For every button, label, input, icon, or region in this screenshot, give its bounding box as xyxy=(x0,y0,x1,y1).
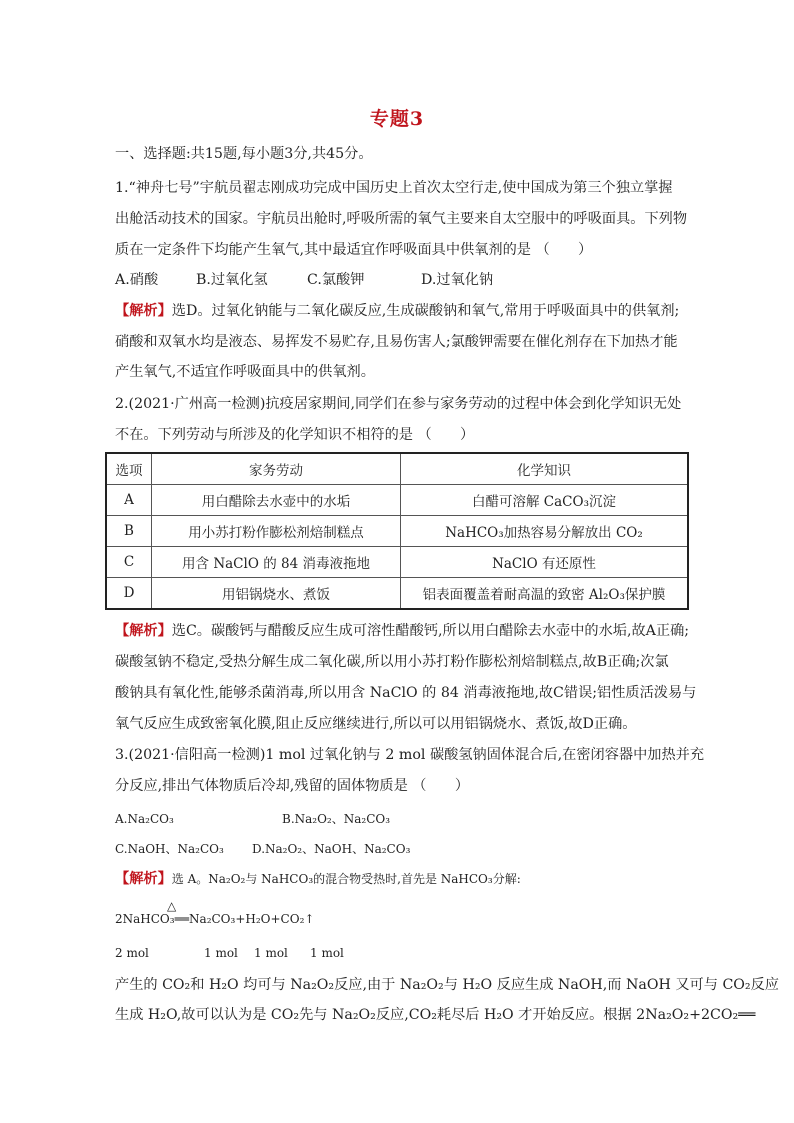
table-header-cell: 家务劳动 xyxy=(152,453,401,485)
q2-analysis-line xyxy=(115,621,689,641)
q2-analysis-line: 氧气反应生成致密氧化膜,阻止反应继续进行,所以可以用铝锅烧水、煮饭,故D正确。 xyxy=(115,716,637,732)
q2-options-table xyxy=(105,452,689,610)
analysis-text: 选C。碳酸钙与醋酸反应生成可溶性醋酸钙,所以用白醋除去水壶中的水垢,故A正确; xyxy=(171,623,690,639)
table-row xyxy=(106,485,688,516)
analysis-tag: 【解析】 xyxy=(115,871,172,887)
analysis-tag: 【解析】 xyxy=(115,303,172,319)
q3-analysis-line: 生成 H₂O,故可以认为是 CO₂先与 Na₂O₂反应,CO₂耗尽后 H₂O 才开始反应。根据 2Na₂O₂+2CO₂══ xyxy=(115,1007,756,1023)
q3-analysis-line xyxy=(115,869,521,889)
q1-analysis-line xyxy=(115,301,679,321)
q1-option-b: B.过氧化氢 xyxy=(196,272,268,288)
q1-analysis-line: 产生氧气,不适宜作呼吸面具中的供氧剂。 xyxy=(115,364,375,380)
q2-analysis-line: 碳酸氢钠不稳定,受热分解生成二氧化碳,所以用小苏打粉作膨松剂焙制糕点,故B正确;次氯 xyxy=(115,654,669,670)
heat-symbol: △ xyxy=(167,899,177,913)
q2-stem-line: 不在。下列劳动与所涉及的化学知识不相符的是 （ ） xyxy=(115,427,475,443)
table-header-row xyxy=(106,453,688,485)
q3-stem-line: 分反应,排出气体物质后冷却,残留的固体物质是 （ ） xyxy=(115,778,470,794)
table-header-cell: 选项 xyxy=(106,453,152,485)
table-row xyxy=(106,578,688,610)
q1-analysis-line: 硝酸和双氧水均是液态、易挥发不易贮存,且易伤害人;氯酸钾需要在催化剂存在下加热才能 xyxy=(115,334,678,350)
q3-option-c: C.NaOH、Na₂CO₃ xyxy=(115,842,224,856)
q3-equation: 2NaHCO₃══Na₂CO₃+H₂O+CO₂↑ xyxy=(115,912,315,926)
table-cell: A xyxy=(106,485,152,516)
q1-option-a: A.硝酸 xyxy=(115,272,159,288)
q3-option-d: D.Na₂O₂、NaOH、Na₂CO₃ xyxy=(252,842,411,856)
q2-analysis-line: 酸钠具有氧化性,能够杀菌消毒,所以用含 NaClO 的 84 消毒液拖地,故C错误;铝性质活泼易与 xyxy=(115,685,697,701)
q1-option-c: C.氯酸钾 xyxy=(307,272,365,288)
table-cell: NaHCO₃加热容易分解放出 CO₂ xyxy=(401,516,689,547)
analysis-text: 选D。过氧化钠能与二氧化碳反应,生成碳酸钠和氧气,常用于呼吸面具中的供氧剂; xyxy=(171,303,680,319)
q3-stem-line: 3.(2021·信阳高一检测)1 mol 过氧化钠与 2 mol 碳酸氢钠固体混合后,在密闭容器中加热并充 xyxy=(115,747,705,763)
table-row xyxy=(106,516,688,547)
section-heading: 一、选择题:共15题,每小题3分,共45分。 xyxy=(115,146,373,162)
page-title: 专题3 xyxy=(369,108,425,130)
mole-value: 1 mol xyxy=(254,946,288,960)
table-cell: D xyxy=(106,578,152,610)
analysis-tag: 【解析】 xyxy=(115,623,172,639)
mole-value: 1 mol xyxy=(310,946,344,960)
table-cell: B xyxy=(106,516,152,547)
q3-option-b: B.Na₂O₂、Na₂CO₃ xyxy=(282,812,391,826)
table-row xyxy=(106,547,688,578)
q1-stem-line: 出舱活动技术的国家。宇航员出舱时,呼吸所需的氧气主要来自太空服中的呼吸面具。下列物 xyxy=(115,211,688,227)
q1-stem-line: 质在一定条件下均能产生氧气,其中最适宜作呼吸面具中供氧剂的是 （ ） xyxy=(115,242,593,258)
table-cell: 铝表面覆盖着耐高温的致密 Al₂O₃保护膜 xyxy=(401,578,689,610)
mole-value: 1 mol xyxy=(204,946,238,960)
table-cell: 用铝锅烧水、煮饭 xyxy=(152,578,401,610)
table-cell: C xyxy=(106,547,152,578)
table-cell: NaClO 有还原性 xyxy=(401,547,689,578)
analysis-text: 选 A。Na₂O₂与 NaHCO₃的混合物受热时,首先是 NaHCO₃分解: xyxy=(171,872,521,886)
table-header-cell: 化学知识 xyxy=(401,453,689,485)
table-cell: 用小苏打粉作膨松剂焙制糕点 xyxy=(152,516,401,547)
q2-stem-line: 2.(2021·广州高一检测)抗疫居家期间,同学们在参与家务劳动的过程中体会到化学知识无处 xyxy=(115,396,682,412)
q3-option-a: A.Na₂CO₃ xyxy=(115,812,174,826)
table-cell: 用含 NaClO 的 84 消毒液拖地 xyxy=(152,547,401,578)
table-cell: 用白醋除去水壶中的水垢 xyxy=(152,485,401,516)
q1-option-d: D.过氧化钠 xyxy=(421,272,494,288)
table-cell: 白醋可溶解 CaCO₃沉淀 xyxy=(401,485,689,516)
mole-value: 2 mol xyxy=(115,946,149,960)
q3-analysis-line: 产生的 CO₂和 H₂O 均可与 Na₂O₂反应,由于 Na₂O₂与 H₂O 反应生成 NaOH,而 NaOH 又可与 CO₂反应 xyxy=(115,977,779,993)
q1-stem-line: 1.“神舟七号”宇航员翟志刚成功完成中国历史上首次太空行走,使中国成为第三个独立掌握 xyxy=(115,180,673,196)
